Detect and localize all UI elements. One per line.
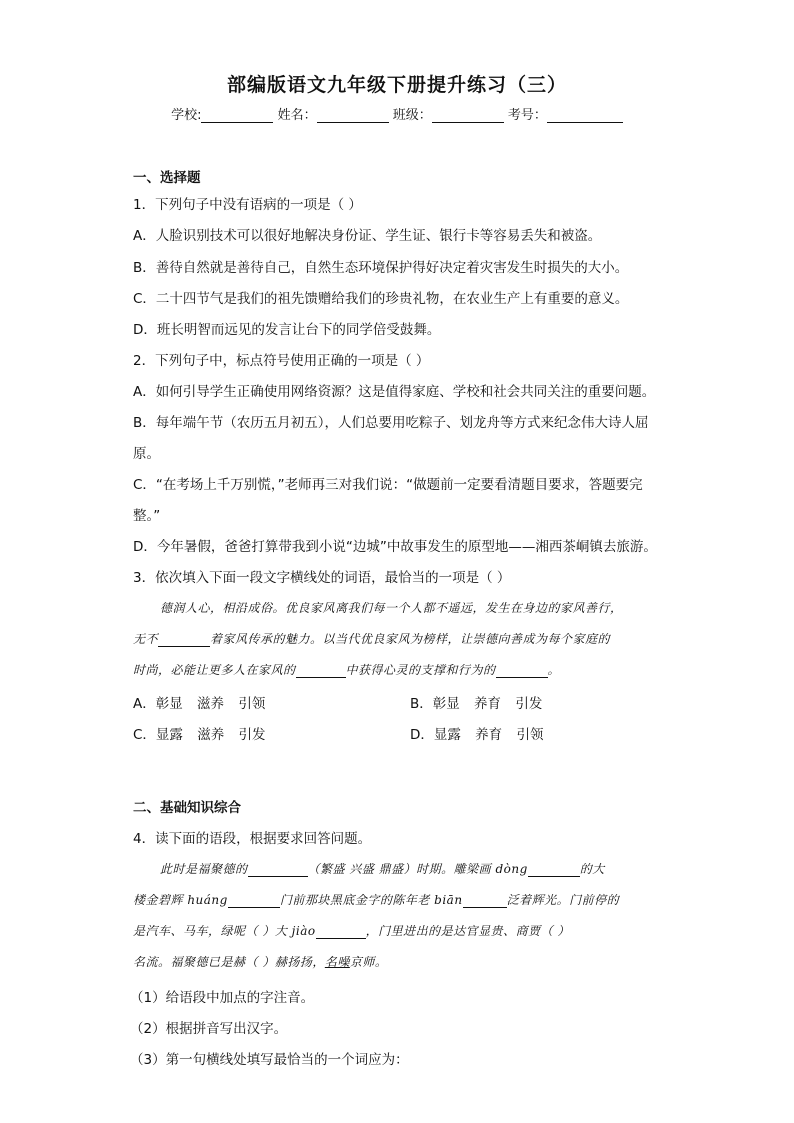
q4-passage-text: 楼金碧辉 huáng [133, 893, 228, 907]
page-title: 部编版语文九年级下册提升练习（三） [226, 74, 567, 96]
q4-passage-text: 此时是福聚德的 [160, 862, 248, 876]
q3-option-b: B．彰显 养育 引发 [410, 696, 543, 712]
q3-option-d: D．显露 养育 引领 [410, 727, 544, 743]
q3-stem: 3．依次填入下面一段文字横线处的词语，最恰当的一项是（ ） [133, 570, 511, 586]
q2-option-c-line2: 整。” [133, 508, 161, 524]
q4-passage-line4 [133, 953, 387, 970]
q4-blank-jiao[interactable] [316, 926, 366, 939]
q4-blank-word[interactable] [248, 864, 308, 877]
q4-blank-huang[interactable] [228, 895, 280, 908]
q4-underlined-word: 名噪 [324, 955, 350, 969]
q4-subquestion-2: （2）根据拼音写出汉字。 [130, 1021, 288, 1037]
exam-no-label: 考号： [507, 108, 547, 123]
q1-stem: 1．下列句子中没有语病的一项是（ ） [133, 197, 362, 213]
q3-passage-line2 [133, 630, 610, 647]
q4-passage-text: （繁盛 兴盛 鼎盛）时期。雕梁画 dòng [307, 862, 528, 876]
q3-passage-line1: 德润人心，相沿成俗。优良家风离我们每一个人都不遥远，发生在身边的家风善行， [160, 601, 623, 615]
q3-passage-text: 无不 [133, 632, 159, 646]
q4-passage-line1 [160, 860, 605, 877]
q3-blank-3[interactable] [496, 665, 548, 678]
q3-passage-text: 时尚，必能让更多人在家风的 [133, 663, 296, 677]
q4-subquestion-1: （1）给语段中加点的字注音。 [130, 990, 315, 1006]
q4-passage-line3 [133, 922, 570, 939]
q3-blank-1[interactable] [158, 634, 210, 647]
q4-blank-dong[interactable] [528, 864, 580, 877]
class-blank[interactable] [432, 108, 504, 123]
q2-stem: 2．下列句子中，标点符号使用正确的一项是（ ） [133, 353, 430, 369]
q2-option-d: D．今年暑假，爸爸打算带我到小说“边城”中故事发生的原型地——湘西茶峒镇去旅游。 [133, 539, 657, 555]
q2-option-b-line1: B．每年端午节（农历五月初五），人们总要用吃粽子、划龙舟等方式来纪念伟大诗人屈 [133, 415, 649, 431]
school-label: 学校: [171, 108, 202, 123]
q4-stem: 4．读下面的语段，根据要求回答问题。 [133, 831, 372, 847]
q3-passage-text: 着家风传承的魅力。以当代优良家风为榜样，让崇德向善成为每个家庭的 [210, 632, 611, 646]
q4-passage-text: 京师。 [349, 955, 388, 969]
q1-option-a: A．人脸识别技术可以很好地解决身份证、学生证、银行卡等容易丢失和被盗。 [133, 228, 602, 244]
q4-passage-text: ，门里进出的是达官显贵、商贾（ ） [365, 924, 570, 938]
exam-no-blank[interactable] [547, 108, 623, 123]
q3-passage-text: 。 [547, 663, 561, 677]
section-heading-basics: 二、基础知识综合 [133, 800, 241, 816]
name-label: 姓名： [277, 108, 317, 123]
q3-passage-line3 [133, 661, 560, 678]
q4-passage-line2 [133, 891, 619, 908]
q1-option-c: C．二十四节气是我们的祖先馈赠给我们的珍贵礼物，在农业生产上有重要的意义。 [133, 291, 629, 307]
q1-option-d: D．班长明智而远见的发言让台下的同学倍受鼓舞。 [133, 322, 441, 338]
student-info-line [0, 104, 794, 123]
q4-passage-text: 是汽车、马车，绿呢（ ）大 jiào [133, 924, 316, 938]
q3-option-c: C．显露 滋养 引发 [133, 727, 266, 743]
q4-subquestion-3: （3）第一句横线处填写最恰当的一个词应为： [130, 1052, 409, 1068]
q1-option-b: B．善待自然就是善待自己，自然生态环境保护得好决定着灾害发生时损失的大小。 [133, 260, 629, 276]
q3-option-a: A．彰显 滋养 引领 [133, 696, 266, 712]
q4-blank-bian[interactable] [463, 895, 507, 908]
q3-passage-text: 中获得心灵的支撑和行为的 [345, 663, 496, 677]
school-blank[interactable] [201, 108, 273, 123]
class-label: 班级： [392, 108, 432, 123]
section-heading-choice: 一、选择题 [133, 170, 201, 186]
name-blank[interactable] [317, 108, 389, 123]
q4-passage-text: 名流。福聚德已是赫（ ）赫扬扬， [133, 955, 325, 969]
q2-option-c-line1: C．“在考场上千万别慌，”老师再三对我们说：“做题前一定要看清题目要求，答题要完 [133, 477, 643, 493]
q4-passage-text: 泛着辉光。门前停的 [506, 893, 620, 907]
q4-passage-text: 门前那块黑底金字的陈年老 biān [279, 893, 463, 907]
q2-option-a: A．如何引导学生正确使用网络资源？这是值得家庭、学校和社会共同关注的重要问题。 [133, 384, 656, 400]
q3-blank-2[interactable] [296, 665, 346, 678]
q2-option-b-line2: 原。 [133, 446, 160, 462]
q4-passage-text: 的大 [579, 862, 605, 876]
